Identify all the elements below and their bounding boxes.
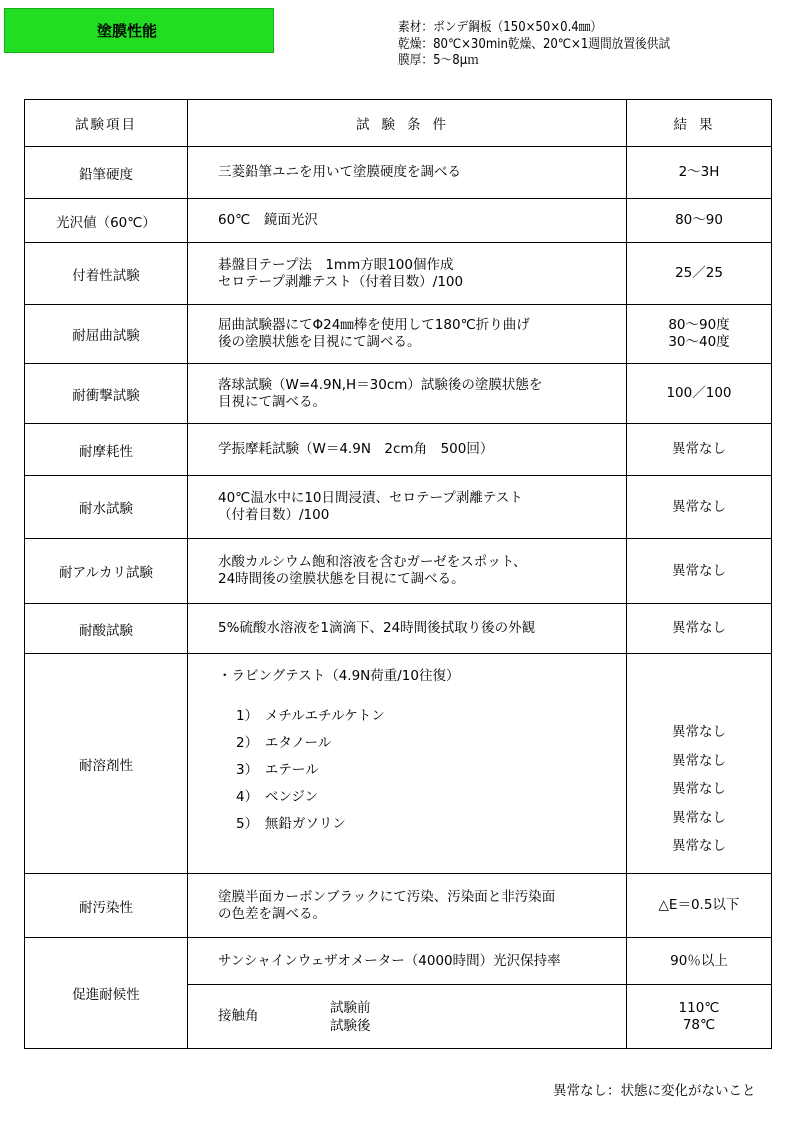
row-result <box>627 364 772 424</box>
spec-material: 素材：ボンデ鋼板（150×50×0.4㎜） <box>398 20 603 35</box>
results-table <box>24 99 772 1049</box>
section-title: 塗膜性能 <box>97 22 158 40</box>
result-line: 異常なし <box>672 441 726 457</box>
contact-angle-label: 接触角 <box>218 1007 259 1024</box>
condition-line: の色差を調べる。 <box>218 905 326 922</box>
result-line: 異常なし <box>672 562 726 579</box>
contact-angle-condition <box>188 985 627 1049</box>
test-specs <box>398 20 670 70</box>
solvent-name: メチルエチルケトン <box>264 708 385 724</box>
solvent-number: 2） <box>236 735 252 751</box>
result-line: 異常なし <box>672 498 726 515</box>
after-value: 78℃ <box>682 1016 716 1033</box>
spec-drying: 乾燥：80℃×30min乾燥、20℃×1週間放置後供試 <box>398 36 671 52</box>
condition-line: 塗膜半面カーボンブラックにて汚染、汚染面と非汚染面 <box>218 888 556 905</box>
result-line: 80～90度 <box>668 317 730 333</box>
row-item: 耐屈曲試験 <box>25 305 188 364</box>
contact-angle-stages <box>330 999 371 1035</box>
row-item: 促進耐候性 <box>25 938 188 1049</box>
row-condition <box>188 424 627 476</box>
row-condition <box>188 305 627 364</box>
solvent-result: 異常なし <box>672 838 726 854</box>
condition-line: 後の塗膜状態を目視にて調べる。 <box>218 334 421 350</box>
row-item: 付着性試験 <box>25 243 188 305</box>
result-line: 25／25 <box>675 265 723 281</box>
solvent-row <box>25 654 772 874</box>
row-item: 光沢値（60℃） <box>25 199 188 243</box>
sunshine-condition: サンシャインウェザオメーター（4000時間）光沢保持率 <box>188 938 627 985</box>
stain-row <box>25 874 772 938</box>
solvent-name: エタノール <box>264 735 332 751</box>
condition-line: セロテープ剥離テスト（付着目数）/100 <box>218 273 464 290</box>
solvent-entry <box>236 730 626 757</box>
condition-line: 学振摩耗試験（W＝4.9N 2cm角 500回） <box>218 441 494 457</box>
solvent-name: エテール <box>264 762 319 778</box>
row-condition <box>188 539 627 604</box>
row-condition <box>188 874 627 938</box>
row-item: 耐アルカリ試験 <box>25 539 188 604</box>
solvent-result: 異常なし <box>672 724 726 740</box>
table-row <box>25 305 772 364</box>
row-result <box>627 199 772 243</box>
result-line: 異常なし <box>672 620 726 636</box>
solvent-entry <box>236 811 626 838</box>
table-row <box>25 604 772 654</box>
header-condition: 試験条件 <box>188 100 627 147</box>
row-result <box>627 305 772 364</box>
table-row <box>25 476 772 539</box>
row-result <box>627 147 772 199</box>
solvent-list <box>218 703 626 838</box>
row-item: 耐衝撃試験 <box>25 364 188 424</box>
condition-line: 5%硫酸水溶液を1滴滴下、24時間後拭取り後の外観 <box>218 620 536 636</box>
solvent-entry <box>236 784 626 811</box>
result-line: 30～40度 <box>668 334 730 350</box>
condition-line: 碁盤目テープ法 1mm方眼100個作成 <box>218 256 454 273</box>
row-condition <box>188 147 627 199</box>
row-result <box>627 476 772 539</box>
solvent-result: 異常なし <box>672 809 726 826</box>
rubbing-test-heading: ・ラビングテスト（4.9N荷重/10往復） <box>218 668 460 684</box>
condition-line: 水酸カルシウム飽和溶液を含むガーゼをスポット、 <box>218 554 527 570</box>
row-condition <box>188 243 627 305</box>
result-line: 80～90 <box>675 212 723 228</box>
after-test-label: 試験後 <box>330 1017 371 1034</box>
header-result: 結果 <box>627 100 772 147</box>
condition-line: 目視にて調べる。 <box>218 393 326 410</box>
row-item: 鉛筆硬度 <box>25 147 188 199</box>
result-line: 100／100 <box>666 385 732 401</box>
row-result <box>627 604 772 654</box>
row-condition <box>188 476 627 539</box>
before-test-label: 試験前 <box>330 999 371 1016</box>
row-condition <box>188 199 627 243</box>
row-item: 耐水試験 <box>25 476 188 539</box>
table-row <box>25 199 772 243</box>
row-item: 耐汚染性 <box>25 874 188 938</box>
spec-film-thickness: 膜厚：5～8μｍ <box>398 53 479 68</box>
sunshine-result: 90％以上 <box>627 938 772 985</box>
solvent-name: ベンジン <box>264 789 319 805</box>
condition-line: 落球試験（W=4.9N,H＝30cm）試験後の塗膜状態を <box>218 376 543 393</box>
solvent-number: 1） <box>236 708 252 724</box>
condition-line: 屈曲試験器にてΦ24㎜棒を使用して180℃折り曲げ <box>218 317 530 333</box>
weather-row <box>25 938 772 985</box>
row-result: △E＝0.5以下 <box>627 874 772 938</box>
table-header-row <box>25 100 772 147</box>
row-result <box>627 243 772 305</box>
solvent-condition <box>188 654 627 874</box>
row-item: 耐摩耗性 <box>25 424 188 476</box>
row-item: 耐溶剤性 <box>25 654 188 874</box>
before-value: 110℃ <box>678 999 720 1016</box>
solvent-result: 異常なし <box>672 752 726 769</box>
condition-line: 40℃温水中に10日間浸漬、セロテープ剥離テスト <box>218 490 523 506</box>
table-row <box>25 424 772 476</box>
solvent-number: 3） <box>236 762 252 778</box>
section-title-badge <box>4 8 274 53</box>
header-item: 試験項目 <box>25 100 188 147</box>
solvent-name: 無鉛ガソリン <box>264 816 346 832</box>
contact-angle-block <box>218 999 626 1035</box>
table-row <box>25 147 772 199</box>
table-row <box>25 243 772 305</box>
table-row <box>25 539 772 604</box>
row-result <box>627 424 772 476</box>
row-condition <box>188 604 627 654</box>
row-item: 耐酸試験 <box>25 604 188 654</box>
contact-angle-results <box>627 985 772 1049</box>
footnote: 異常なし：状態に変化がないこと <box>553 1083 756 1099</box>
table-row <box>25 364 772 424</box>
condition-line: 三菱鉛筆ユニを用いて塗膜硬度を調べる <box>218 164 461 180</box>
solvent-number: 4） <box>236 789 252 805</box>
solvent-results <box>627 654 772 874</box>
solvent-entry <box>236 757 626 784</box>
row-condition <box>188 364 627 424</box>
row-result <box>627 539 772 604</box>
condition-line: 60℃ 鏡面光沢 <box>218 212 318 228</box>
solvent-entry <box>236 703 626 730</box>
condition-line: （付着目数）/100 <box>218 507 330 523</box>
condition-line: 24時間後の塗膜状態を目視にて調べる。 <box>218 571 465 587</box>
solvent-result: 異常なし <box>672 781 726 797</box>
solvent-number: 5） <box>236 816 252 832</box>
result-line: 2～3H <box>678 164 720 180</box>
